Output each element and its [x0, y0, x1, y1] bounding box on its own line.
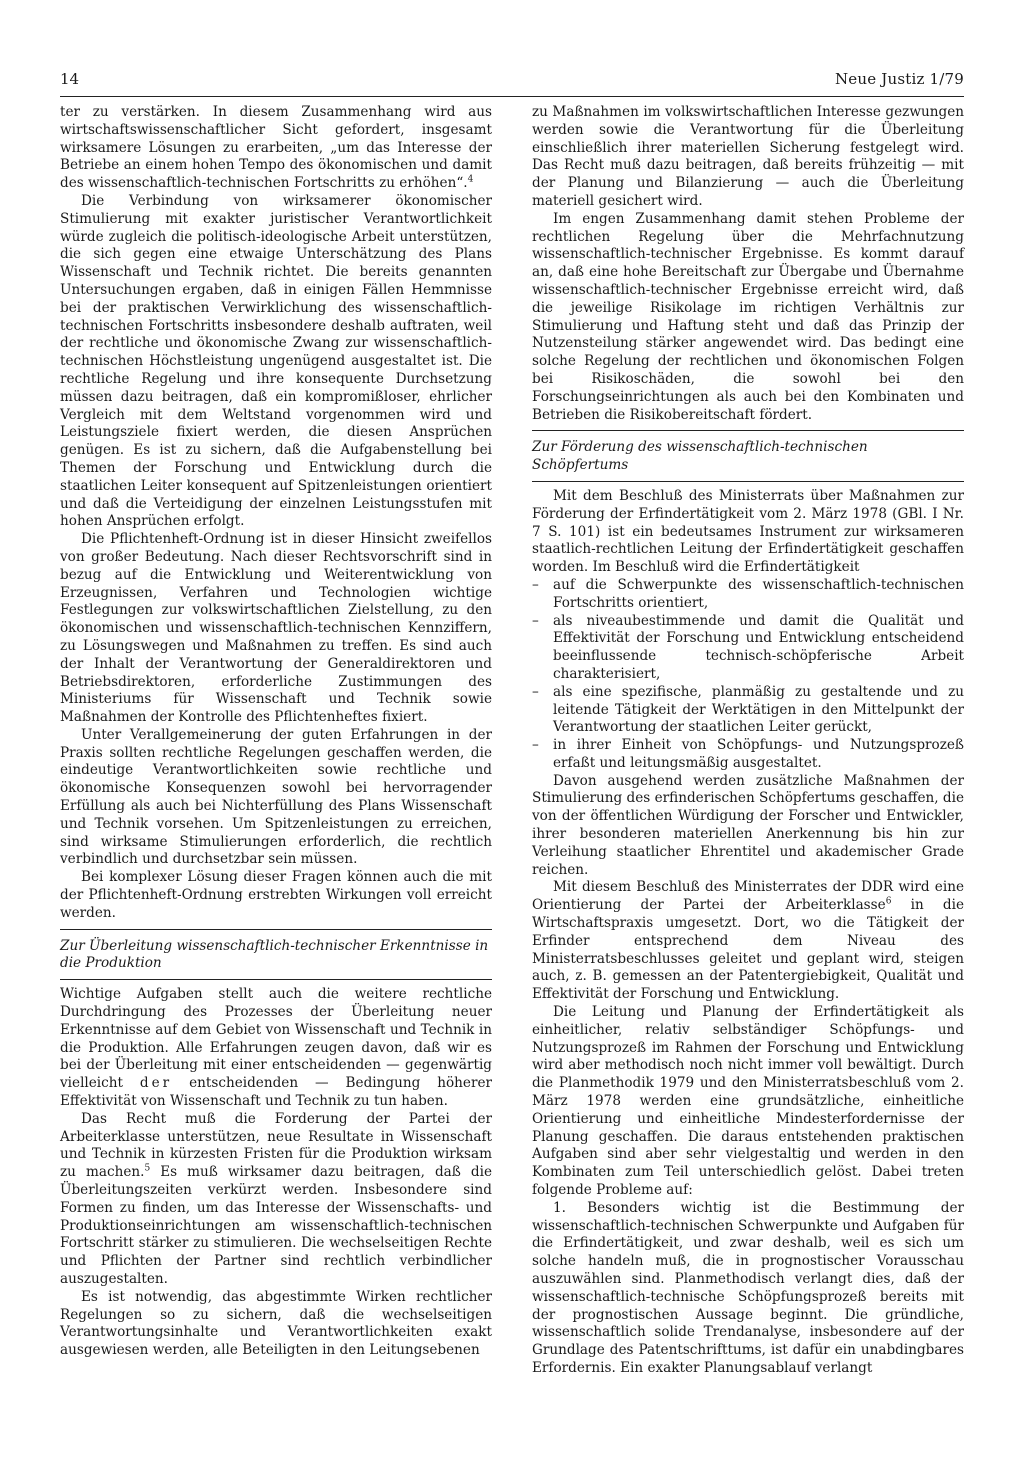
paragraph: Mit dem Beschluß des Ministerrats über Maßnahmen zur Förderung der Erfindertätigkeit vom 2. März 1978 (GBl. I Nr. 7 S. 101) ist ein bedeutsames Instrument zur wirksameren staatlich-rechtlichen Leitung der Erfindertätigkeit geschaffen worden. Im Beschluß wird die Erfindertätigkeit — [532, 487, 964, 576]
paragraph-text: in die Wirtschaftspraxis umgesetzt. Dort, wo die Tätigkeit der Erfinder entsprechend dem Niveau des Ministerratsbeschlusses geleitet und geplant wird, steigen auch, z. B. gemessen an der Patentergiebigkeit, Qualität und Effektivität der Forschung und Entwicklung. — [532, 897, 964, 1003]
paragraph: 1. Besonders wichtig ist die Bestimmung der wissenschaftlich-technischen Schwerpunkte und Aufgaben für die Erfindertätigkeit, und zwar deshalb, weil es sich um solche handeln muß, die in prognostischer Vorausschau auszuwählen sind. Planmethodisch verlangt dies, daß der wissenschaftlich-technische Schöpfungsprozeß bereits mit der prognostischen Aussage beginnt. Die gründliche, wissenschaftlich solide Trendanalyse, insbesondere auf der Grundlage des Patentschrifttums, ist dafür ein unabdingbares Erfordernis. Ein exakter Planungsablauf verlangt — [532, 1199, 964, 1376]
header-rule — [60, 96, 964, 97]
list-item: – auf die Schwerpunkte des wissenschaftlich-technischen Fortschritts orientiert, — [532, 577, 964, 613]
paragraph-text: Wichtige Aufgaben stellt auch die weitere rechtliche Durchdringung des Prozesses der Überleitung neuer Erkenntnisse auf dem Gebiet von Wissenschaft und Technik in die Produktion. Alle Erfahrungen zeugen davon, daß wir es bei der Überleitung mit einer entscheidenden — gegenwärtig vielleicht — [60, 986, 492, 1092]
list-item: – als eine spezifische, planmäßig zu gestaltende und zu leitende Tätigkeit der Werktätigen in den Mittelpunkt der Verantwortung der staatlichen Leiter gerückt, — [532, 684, 964, 737]
emphasized-word: der — [139, 1075, 173, 1092]
section-heading: Zur Überleitung wissenschaftlich-technischer Erkenntnisse in die Produktion — [60, 929, 492, 981]
paragraph — [60, 986, 492, 1111]
section-heading: Zur Förderung des wissenschaftlich-technischen Schöpfertums — [532, 430, 964, 482]
right-column — [532, 104, 964, 1378]
paragraph: Unter Verallgemeinerung der guten Erfahrungen in der Praxis sollten rechtliche Regelungen geschaffen werden, die eindeutige Verantwortlichkeiten sowie rechtliche und ökonomische Konsequenzen sowohl bei hervorragender Erfüllung als auch bei Nichterfüllung des Plans Wissenschaft und Technik vorsehen. Um Spitzenleistungen zu erreichen, sind wirksame Stimulierungen erforderlich, die rechtlich verbindlich und durchsetzbar sein müssen. — [60, 726, 492, 868]
paragraph: Es ist notwendig, das abgestimmte Wirken rechtlicher Regelungen so zu sichern, daß die wechselseitigen Verantwortungsinhalte und Verantwortlichkeiten exakt ausgewiesen werden, alle Beteiligten in den Leitungsebenen — [60, 1288, 492, 1359]
paragraph — [60, 104, 492, 193]
left-column — [60, 104, 492, 1360]
paragraph — [60, 1111, 492, 1289]
paragraph: Bei komplexer Lösung dieser Fragen können auch die mit der Pflichtenheft-Ordnung erstrebten Wirkungen voll erreicht werden. — [60, 869, 492, 921]
footnote-ref: 5 — [144, 1163, 151, 1174]
paragraph: Die Verbindung von wirksamerer ökonomischer Stimulierung mit exakter juristischer Verantwortlichkeit würde zugleich die politisch-ideologische Arbeit unterstützen, die sich gegen eine etwaige Unterschätzung des Plans Wissenschaft und Technik richtet. Die bereits genannten Untersuchungen ergaben, daß in einigen Fällen Hemmnisse bei der praktischen Verwirklichung des wissenschaftlich-technischen Fortschritts insbesondere deshalb auftraten, weil der rechtliche und ökonomische Zwang zur wissenschaftlich-technischen Höchstleistung ungenügend ausgestaltet ist. Die rechtliche Regelung und ihre konsequente Durchsetzung müssen dazu beitragen, daß ein kompromißloser, ehrlicher Vergleich mit dem Weltstand vorgenommen wird und Leistungsziele fixiert werden, die diesen Ansprüchen genügen. Es ist zu sichern, daß die Aufgabenstellung bei Themen der Forschung und Entwicklung durch die staatlichen Leiter konsequent auf Spitzenleistungen orientiert und daß die Verteidigung der einzelnen Leistungsstufen mit hohen Ansprüchen erfolgt. — [60, 192, 492, 530]
paragraph: Die Leitung und Planung der Erfindertätigkeit als einheitlicher, relativ selbständiger Schöpfungs- und Nutzungsprozeß im Rahmen der Forschung und Entwicklung wird aber methodisch noch nicht immer voll bewältigt. Durch die Planmethodik 1979 und den Ministerratsbeschluß vom 2. März 1978 werden eine grundsätzliche, einheitliche Orientierung und einheitliche Mindesterfordernisse der Planung geschaffen. Die daraus entstehenden praktischen Aufgaben sind aber sehr vielgestaltig und werden in den Kombinaten zum Teil unterschiedlich gelöst. Dabei treten folgende Probleme auf: — [532, 1004, 964, 1199]
page-number: 14 — [60, 70, 80, 88]
paragraph-text: Mit diesem Beschluß des Ministerrates der DDR wird eine Orientierung der Partei der Arbeiterklasse — [532, 879, 964, 914]
paragraph: Die Pflichtenheft-Ordnung ist in dieser Hinsicht zweifellos von großer Bedeutung. Nach dieser Rechtsvorschrift sind in bezug auf die Entwicklung und Weiterentwicklung von Erzeugnissen, Verfahren und Technologien wichtige Festlegungen zur volkswirtschaftlichen Zielstellung, zu den ökonomischen und wissenschaftlich-technischen Kennziffern, zu Lösungswegen und Maßnahmen zu treffen. Es sind auch der Inhalt der Verantwortung der Generaldirektoren und Betriebsdirektoren, erforderliche Zustimmungen des Ministeriums für Wissenschaft und Technik sowie Maßnahmen der Kontrolle des Pflichtenheftes fixiert. — [60, 531, 492, 726]
paragraph-text: Es muß wirksamer dazu beitragen, daß die Überleitungszeiten verkürzt werden. Insbesondere sind Formen zu finden, um das Interesse der Wissenschafts- und Produktionseinrichtungen am wissenschaftlich-technischen Fortschritt stärker zu stimulieren. Die wechselseitigen Rechte und Pflichten der Partner sind rechtlich verbindlicher auszugestalten. — [60, 1164, 492, 1287]
journal-title: Neue Justiz 1/79 — [834, 70, 964, 88]
paragraph: zu Maßnahmen im volkswirtschaftlichen Interesse gezwungen werden sowie die Verantwortung für die Überleitung einschließlich ihrer materiellen Sicherung festgelegt wird. Das Recht muß dazu beitragen, daß bereits frühzeitig — mit der Planung und Bilanzierung — auch die Überleitung materiell gesichert wird. — [532, 104, 964, 209]
dash-list — [532, 577, 964, 773]
paragraph-text: entscheidenden — Bedingung höherer Effektivität von Wissenschaft und Technik zu tun haben. — [60, 1075, 492, 1110]
footnote-ref: 6 — [885, 896, 892, 907]
paragraph: Davon ausgehend werden zusätzliche Maßnahmen der Stimulierung des erfinderischen Schöpfertums geschaffen, die von der öffentlichen Würdigung der Forscher und Entwickler, ihrer besonderen materiellen Anerkennung bis hin zur Verleihung staatlicher Ehrentitel und akademischer Grade reichen. — [532, 772, 964, 878]
page-header — [60, 70, 964, 92]
paragraph: Im engen Zusammenhang damit stehen Probleme der rechtlichen Regelung über die Mehrfachnutzung wissenschaftlich-technischer Ergebnisse. Es kommt darauf an, daß eine hohe Bereitschaft zur Übergabe und Übernahme wissenschaftlich-technischer Ergebnisse erreicht wird, daß die jeweilige Risikolage im richtigen Verhältnis zur Stimulierung und Haftung steht und daß das Prinzip der Nutzensteilung stärker angewendet wird. Das bedingt eine solche Regelung der rechtlichen und ökonomischen Folgen bei Risikoschäden, die sowohl bei den Forschungseinrichtungen als auch bei den Kombinaten und Betrieben die Risikobereitschaft fördert. — [532, 210, 964, 423]
paragraph-text: Das Recht muß die Forderung der Partei der Arbeiterklasse unterstützen, neue Resultate in Wissenschaft und Technik in kürzesten Fristen für die Produktion wirksam zu machen. — [60, 1110, 492, 1181]
list-item: – als niveaubestimmende und damit die Qualität und Effektivität der Forschung und Entwicklung entscheidend beeinflussende technisch-schöpferische Arbeit charakterisiert, — [532, 613, 964, 684]
footnote-ref: 4 — [467, 174, 474, 185]
list-item: – in ihrer Einheit von Schöpfungs- und Nutzungsprozeß erfaßt und leitungsmäßig ausgestaltet. — [532, 737, 964, 773]
paragraph-text: ter zu verstärken. In diesem Zusammenhang wird aus wirtschaftswissenschaftlicher Sicht gefordert, insgesamt wirksamere Lösungen zu erarbeiten, „um das Interesse der Betriebe an einem hohen Tempo des ökonomischen und damit des wissenschaftlich-technischen Fortschritts zu erhöhen“. — [60, 104, 492, 192]
paragraph — [532, 879, 964, 1004]
